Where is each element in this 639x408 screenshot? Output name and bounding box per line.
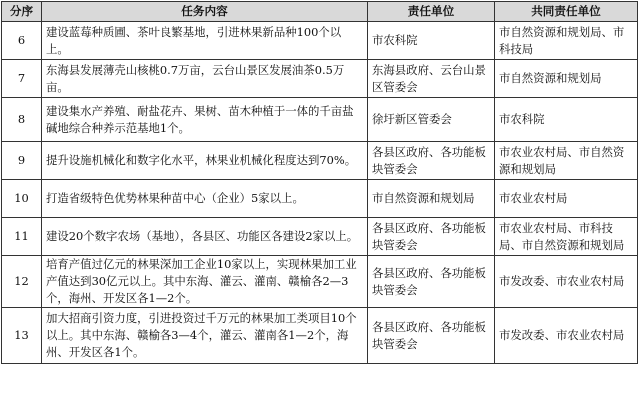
- row-co-responsible: 市自然资源和规划局、市科技局: [495, 22, 638, 60]
- row-co-responsible: 市发改委、市农业农村局: [495, 308, 638, 364]
- row-number: 10: [2, 180, 42, 218]
- table-row: [2, 308, 638, 364]
- row-co-responsible: 市农业农村局、市自然资源和规划局: [495, 142, 638, 180]
- header-task: 任务内容: [42, 2, 368, 22]
- table-header-row: [2, 2, 638, 22]
- row-number: 11: [2, 218, 42, 256]
- row-co-responsible: 市自然资源和规划局: [495, 60, 638, 98]
- row-responsible: 各县区政府、各功能板块管委会: [368, 308, 495, 364]
- row-co-responsible: 市农业农村局、市科技局、市自然资源和规划局: [495, 218, 638, 256]
- table-row: [2, 142, 638, 180]
- row-responsible: 东海县政府、云台山景区管委会: [368, 60, 495, 98]
- task-table-container: [1, 1, 637, 364]
- row-responsible: 各县区政府、各功能板块管委会: [368, 256, 495, 308]
- header-seq: 分序: [2, 2, 42, 22]
- row-task: 建设20个数字农场（基地），各县区、功能区各建设2家以上。: [42, 218, 368, 256]
- row-responsible: 市自然资源和规划局: [368, 180, 495, 218]
- row-responsible: 徐圩新区管委会: [368, 98, 495, 142]
- row-task: 建设蓝莓种质圃、茶叶良繁基地，引进林果新品种100个以上。: [42, 22, 368, 60]
- row-number: 9: [2, 142, 42, 180]
- row-task: 加大招商引资力度，引进投资过千万元的林果加工类项目10个以上。其中东海、赣榆各3—4个，灌云、灌南各1—2个，海州、开发区各1个。: [42, 308, 368, 364]
- row-number: 13: [2, 308, 42, 364]
- task-table: [1, 1, 638, 364]
- row-number: 7: [2, 60, 42, 98]
- table-row: [2, 98, 638, 142]
- table-row: [2, 22, 638, 60]
- row-number: 6: [2, 22, 42, 60]
- header-responsible: 责任单位: [368, 2, 495, 22]
- row-task: 打造省级特色优势林果种苗中心（企业）5家以上。: [42, 180, 368, 218]
- row-co-responsible: 市发改委、市农业农村局: [495, 256, 638, 308]
- row-responsible: 市农科院: [368, 22, 495, 60]
- row-task: 提升设施机械化和数字化水平，林果业机械化程度达到70%。: [42, 142, 368, 180]
- table-row: [2, 256, 638, 308]
- header-co-responsible: 共同责任单位: [495, 2, 638, 22]
- row-number: 12: [2, 256, 42, 308]
- row-co-responsible: 市农科院: [495, 98, 638, 142]
- table-row: [2, 218, 638, 256]
- row-task: 培育产值过亿元的林果深加工企业10家以上，实现林果加工业产值达到30亿元以上。其中东海、灌云、灌南、赣榆各2—3个，海州、开发区各1—2个。: [42, 256, 368, 308]
- table-row: [2, 60, 638, 98]
- row-responsible: 各县区政府、各功能板块管委会: [368, 142, 495, 180]
- row-co-responsible: 市农业农村局: [495, 180, 638, 218]
- row-number: 8: [2, 98, 42, 142]
- row-responsible: 各县区政府、各功能板块管委会: [368, 218, 495, 256]
- row-task: 建设集水产养殖、耐盐花卉、果树、苗木种植于一体的千亩盐碱地综合种养示范基地1个。: [42, 98, 368, 142]
- row-task: 东海县发展薄壳山核桃0.7万亩，云台山景区发展油茶0.5万亩。: [42, 60, 368, 98]
- table-row: [2, 180, 638, 218]
